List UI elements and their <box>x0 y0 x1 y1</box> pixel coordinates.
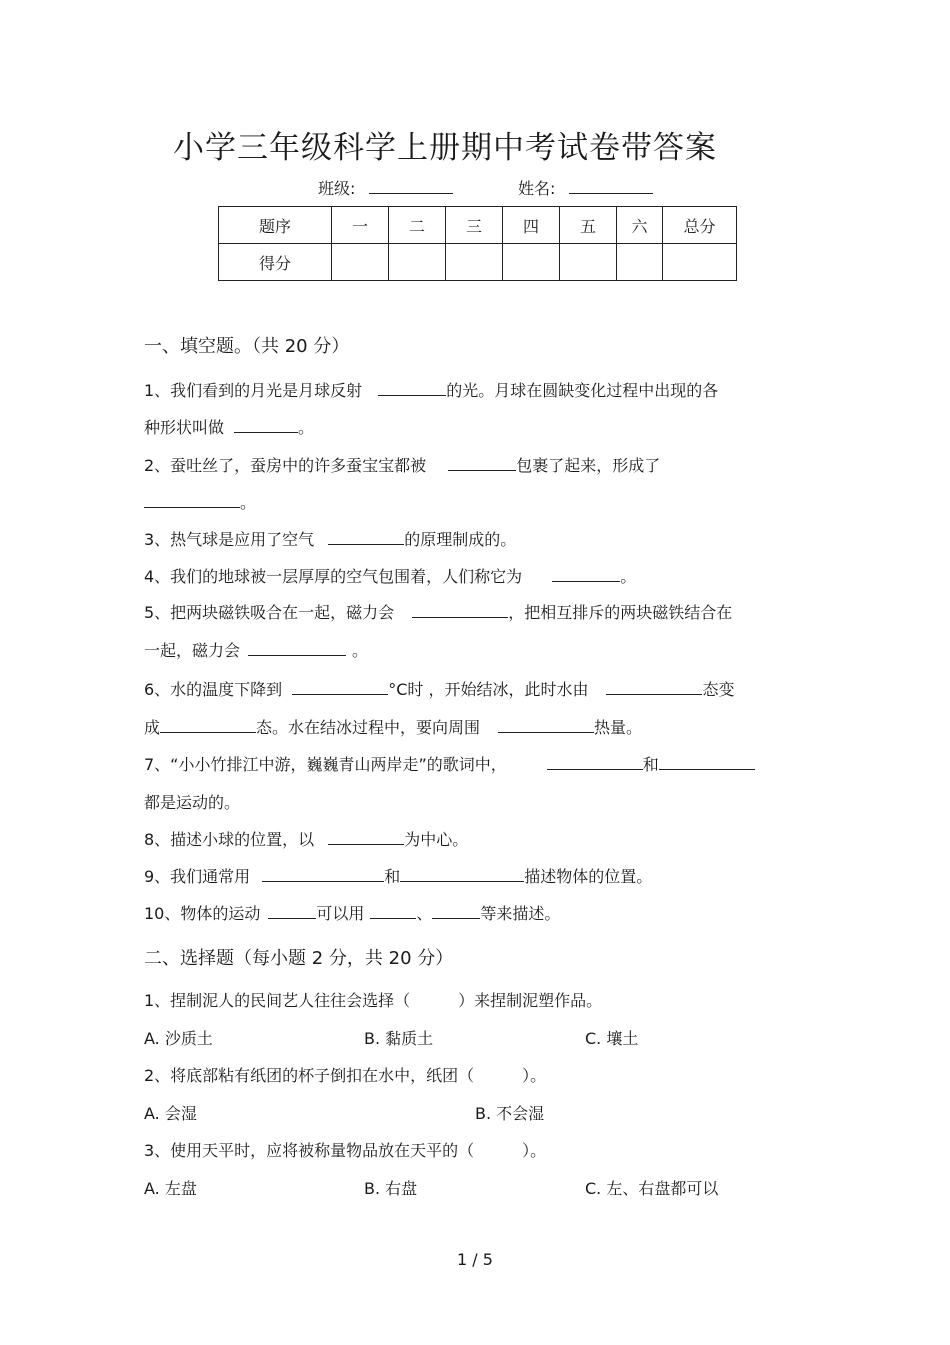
mc-question-1: 1、捏制泥人的民间艺人往往会选择（ ）来捏制泥塑作品。 <box>144 991 603 1010</box>
q10-text: 、 <box>416 904 433 923</box>
q10-blank <box>432 902 480 919</box>
q7-text: 7、“小小竹排江中游，巍巍青山两岸走”的歌词中， <box>144 755 507 774</box>
q5-blank <box>248 639 346 656</box>
q8-blank <box>328 828 404 845</box>
question-10 <box>144 901 560 924</box>
q5-text: 。 <box>352 641 369 660</box>
score-header-cell: 四 <box>503 207 560 244</box>
q5-text: 5、把两块磁铁吸合在一起，磁力会 <box>144 603 395 622</box>
score-cell[interactable] <box>663 244 737 281</box>
q6-text: °C时 ，开始结冰，此时水由 <box>388 680 589 699</box>
score-cell[interactable] <box>503 244 560 281</box>
question-1 <box>144 378 718 401</box>
score-row-label: 得分 <box>219 244 332 281</box>
q3-text: 的原理制成的。 <box>404 530 517 549</box>
q2-text: 。 <box>240 493 257 512</box>
question-4 <box>144 564 636 587</box>
score-cell[interactable] <box>332 244 389 281</box>
class-label: 班级: <box>318 179 356 198</box>
section-2-heading: 二、选择题（每小题 2 分，共 20 分） <box>144 948 454 969</box>
q1-text: 1、我们看到的月光是月球反射 <box>144 381 363 400</box>
question-3 <box>144 527 516 550</box>
q2-text: 包裹了起来，形成了 <box>516 456 661 475</box>
question-1-cont <box>144 415 314 438</box>
q1-blank <box>378 379 446 396</box>
q10-text: 10、物体的运动 <box>144 904 261 923</box>
name-label: 姓名: <box>518 179 556 198</box>
score-header-cell: 二 <box>389 207 446 244</box>
q9-text: 9、我们通常用 <box>144 867 251 886</box>
score-header-cell: 三 <box>446 207 503 244</box>
q10-blank <box>370 902 416 919</box>
q8-text: 为中心。 <box>404 830 469 849</box>
q4-text: 。 <box>620 567 637 586</box>
q3-text: 3、热气球是应用了空气 <box>144 530 315 549</box>
question-8 <box>144 827 468 850</box>
q6-text: 成 <box>144 718 161 737</box>
q6-text: 态变 <box>702 680 735 699</box>
q9-text: 和 <box>384 867 401 886</box>
page-number: 1 / 5 <box>457 1250 493 1269</box>
q7-blank <box>547 753 643 770</box>
mc-option[interactable]: A. 会湿 <box>144 1104 197 1123</box>
q2-blank <box>448 454 516 471</box>
name-field <box>518 176 653 199</box>
q10-text: 等来描述。 <box>480 904 561 923</box>
score-table-header-row <box>219 207 737 244</box>
q9-text: 描述物体的位置。 <box>524 867 653 886</box>
question-2-cont <box>144 490 256 513</box>
score-header-cell: 五 <box>560 207 617 244</box>
q1-text: 种形状叫做 <box>144 418 225 437</box>
document-title: 小学三年级科学上册期中考试卷带答案 <box>173 130 717 166</box>
score-header-cell: 一 <box>332 207 389 244</box>
mc-option[interactable]: C. 左、右盘都可以 <box>585 1179 719 1198</box>
question-9 <box>144 864 652 887</box>
mc-option[interactable]: A. 沙质土 <box>144 1029 213 1048</box>
q6-blank <box>292 678 388 695</box>
question-2 <box>144 453 660 476</box>
q5-text: 一起，磁力会 <box>144 641 241 660</box>
q1-text: 。 <box>298 418 315 437</box>
q6-text: 热量。 <box>594 718 643 737</box>
mc-option[interactable]: B. 不会湿 <box>475 1104 545 1123</box>
score-cell[interactable] <box>446 244 503 281</box>
score-cell[interactable] <box>389 244 446 281</box>
q7-text: 和 <box>642 755 659 774</box>
q2-blank <box>144 491 240 508</box>
mc-option[interactable]: C. 壤土 <box>585 1029 639 1048</box>
mc-option[interactable]: A. 左盘 <box>144 1179 197 1198</box>
question-5-cont <box>144 638 368 661</box>
score-table-score-row <box>219 244 737 281</box>
class-blank <box>369 177 453 194</box>
mc-option[interactable]: B. 右盘 <box>364 1179 418 1198</box>
class-field <box>318 176 453 199</box>
q7-blank <box>659 753 755 770</box>
score-header-cell: 总分 <box>663 207 737 244</box>
q6-text: 态。水在结冰过程中，要向周围 <box>256 718 481 737</box>
question-7 <box>144 752 755 775</box>
q8-text: 8、描述小球的位置，以 <box>144 830 315 849</box>
q3-blank <box>328 528 404 545</box>
q6-blank <box>498 716 594 733</box>
question-7-cont: 都是运动的。 <box>144 793 241 812</box>
score-table <box>218 206 737 281</box>
q1-text: 的光。月球在圆缺变化过程中出现的各 <box>446 381 719 400</box>
q6-text: 6、水的温度下降到 <box>144 680 283 699</box>
q4-blank <box>552 565 620 582</box>
q9-blank <box>262 865 384 882</box>
question-6-cont <box>144 715 642 738</box>
q5-text: ，把相互排斥的两块磁铁结合在 <box>508 603 733 622</box>
q10-blank <box>268 902 316 919</box>
mc-question-3: 3、使用天平时，应将被称量物品放在天平的（ ）。 <box>144 1141 547 1160</box>
q1-blank <box>234 416 298 433</box>
section-1-heading: 一、填空题。（共 20 分） <box>144 336 350 357</box>
name-blank <box>569 177 653 194</box>
q2-text: 2、蚕吐丝了，蚕房中的许多蚕宝宝都被 <box>144 456 427 475</box>
score-header-cell: 题序 <box>219 207 332 244</box>
question-5 <box>144 600 732 623</box>
score-header-cell: 六 <box>617 207 663 244</box>
mc-option[interactable]: B. 黏质土 <box>364 1029 434 1048</box>
score-cell[interactable] <box>617 244 663 281</box>
q6-blank <box>606 678 702 695</box>
q5-blank <box>412 601 508 618</box>
q9-blank <box>400 865 524 882</box>
mc-question-2: 2、将底部粘有纸团的杯子倒扣在水中，纸团（ ）。 <box>144 1066 547 1085</box>
q4-text: 4、我们的地球被一层厚厚的空气包围着，人们称它为 <box>144 567 523 586</box>
q10-text: 可以用 <box>316 904 365 923</box>
score-cell[interactable] <box>560 244 617 281</box>
question-6 <box>144 677 734 700</box>
q6-blank <box>160 716 256 733</box>
